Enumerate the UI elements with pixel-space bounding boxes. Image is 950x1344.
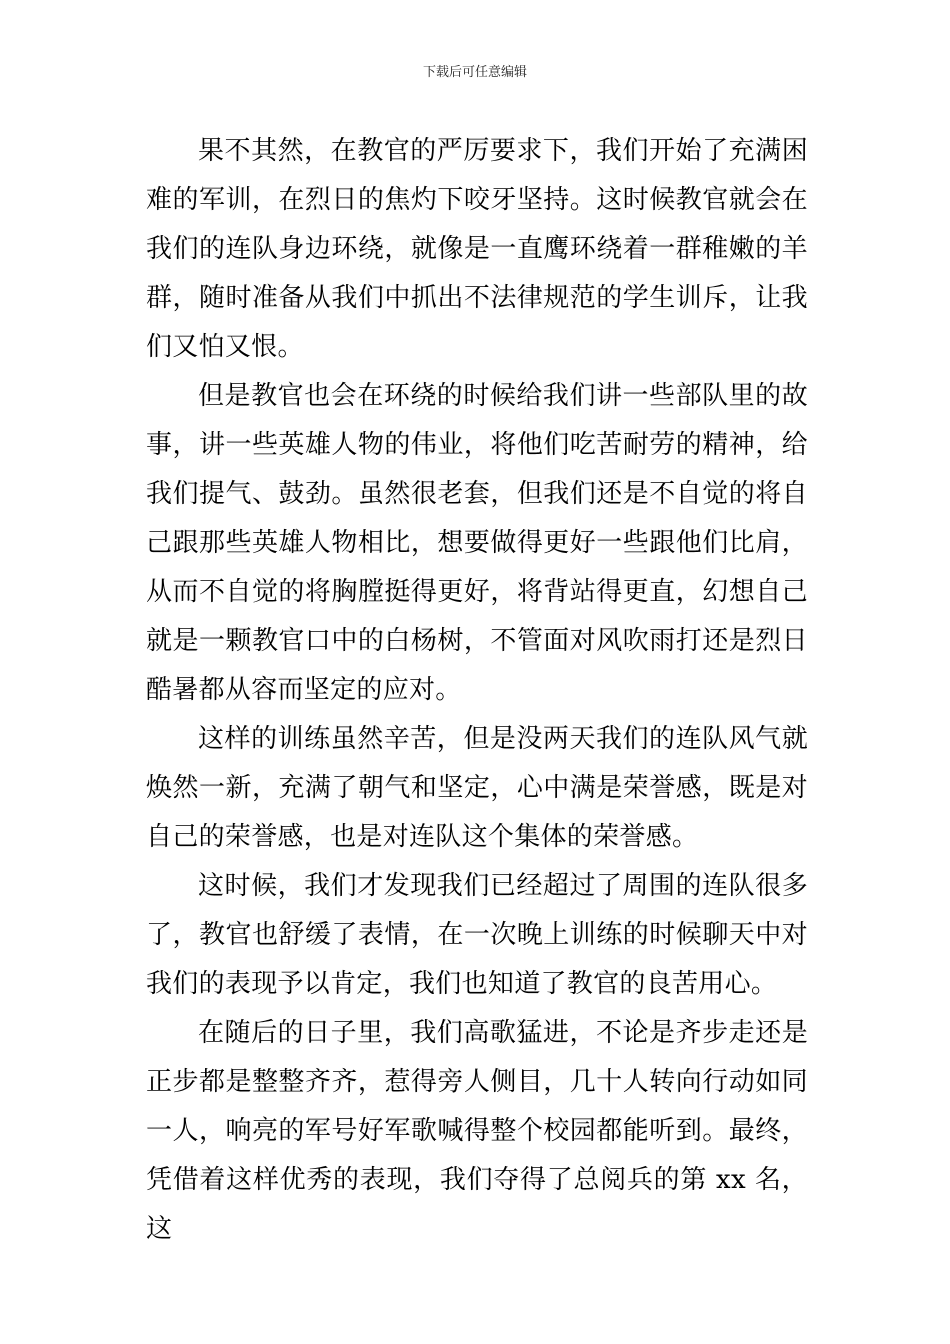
paragraph-3: 这样的训练虽然辛苦，但是没两天我们的连队风气就焕然一新，充满了朝气和坚定，心中满是荣誉感，既是对自己的荣誉感，也是对连队这个集体的荣誉感。 (146, 724, 808, 852)
paragraph-4: 这时候，我们才发现我们已经超过了周围的连队很多了，教官也舒缓了表情，在一次晚上训练的时候聊天中对我们的表现予以肯定，我们也知道了教官的良苦用心。 (146, 871, 808, 999)
paragraph-5: 在随后的日子里，我们高歌猛进，不论是齐步走还是正步都是整整齐齐，惹得旁人侧目，几十人转向行动如同一人，响亮的军号好军歌喊得整个校园都能听到。最终，凭借着这样优秀的表现，我们夺得了总阅兵的第 xx 名，这 (146, 1018, 808, 1244)
document-body (146, 127, 808, 1254)
paragraph-2: 但是教官也会在环绕的时候给我们讲一些部队里的故事，讲一些英雄人物的伟业，将他们吃苦耐劳的精神，给我们提气、鼓劲。虽然很老套，但我们还是不自觉的将自己跟那些英雄人物相比，想要做得更好一些跟他们比肩，从而不自觉的将胸膛挺得更好，将背站得更直，幻想自己就是一颗教官口中的白杨树，不管面对风吹雨打还是烈日酷暑都从容而坚定的应对。 (146, 381, 808, 705)
page-header: 下载后可任意编辑 (422, 65, 527, 80)
paragraph-1: 果不其然，在教官的严厉要求下，我们开始了充满困难的军训，在烈日的焦灼下咬牙坚持。这时候教官就会在我们的连队身边环绕，就像是一直鹰环绕着一群稚嫩的羊群，随时准备从我们中抓出不法律规范的学生训斥，让我们又怕又恨。 (146, 136, 808, 362)
